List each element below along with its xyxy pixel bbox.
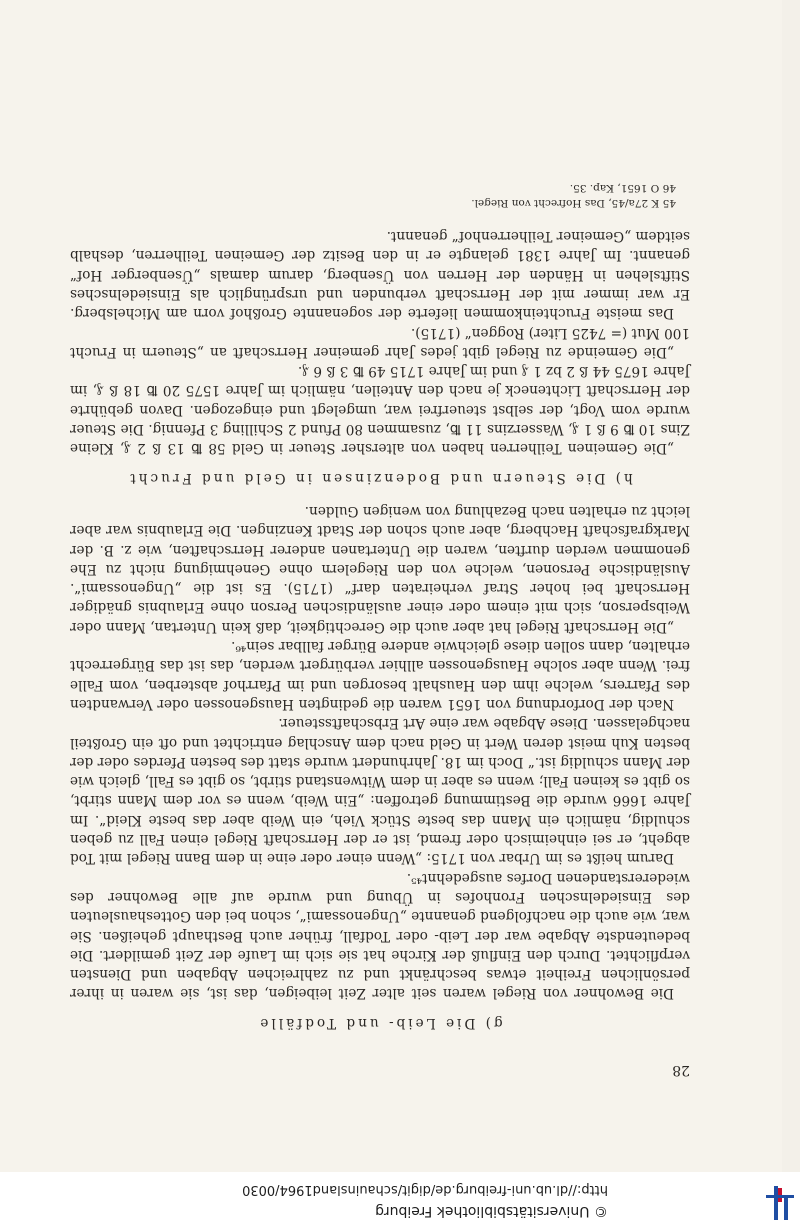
page-content — [70, 180, 690, 1079]
paragraph: Darum heißt es im Urbar von 1715: „Wenn einer oder eine in dem Bann Riegel mit Tod abgeht, er sei einheimisch oder fremd, ist er der Herrschaft Riegel einen Fall zu geben schuldig, nämlich ein Mann das beste Stück Vieh, ein Weib aber das beste Kleid“. Im Jahre 1666 wurde die Bestimmung getroffen: „Ein Weib, wenn es vor dem Mann stirbt, so gibt es keinen Fall; wenn es aber in dem Witwenstand stirbt, so gibt es Fall, gleich wie der Mann schuldig ist.“ Doch im 18. Jahrhundert wurde statt des besten Pferdes oder der besten Kuh meist deren Wert in Geld nach dem Anschlag entrichtet und oft ein Großteil nachgelassen. Diese Abgabe war eine Art Erbschaftssteuer. — [70, 715, 690, 867]
section-h-heading: h) Die Steuern und Bodenzinsen in Geld und Frucht — [127, 469, 633, 486]
logo-bar-horizontal — [766, 1195, 794, 1198]
footnotes — [70, 180, 690, 210]
page-number: 28 — [672, 1062, 690, 1078]
document-url-link[interactable]: http://dl.ub.uni-freiburg.de/digit/schauinsland1964/0030 — [242, 1182, 608, 1197]
paragraph: „Die Gemeinen Teilherren haben von altersher Steuer in Geld 58 ℔ 13 ß 2 ₰, Kleine Zins 10 ℔ 9 ß 1 ₰, Wasserzins 11 ℔, zusammen 80 Pfund 2 Schilling 3 Pfennig. Die Steuer wurde vom Vogt, der selbst steuerfrei war, umgelegt und eingezogen. Davon gebührte der Herrschaft Lichteneck je nach den Anteilen, nämlich im Jahre 1575 20 ℔ 18 ß ₰, im Jahre 1675 44 ß 2 bz 1 ₰ und im Jahre 1715 49 ℔ 3 ß 6 ₰. — [70, 363, 690, 457]
university-logo — [752, 1176, 800, 1220]
paragraph: „Die Herrschaft Riegel hat aber auch die Gerechtigkeit, daß kein Untertan, Mann oder Weibsperson, sich mit einem oder einer ausländischen Person ohne Erlaubnis gnädiger Herrschaft bei hoher Straf verheiraten darf“ (1715). Es ist die „Ungenossami“. Ausländische Personen, welche von den Riegelern ohne Genehmigung nicht zu Ehe genommen werden durften, waren die Untertanen anderer Herrschaften, wie z. B. der Markgrafschaft Hachberg, aber auch schon der Stadt Kenzingen. Die Erlaubnis war aber leicht zu erhalten nach Bezahlung von wenigen Gulden. — [70, 502, 690, 635]
logo-bar-blue — [784, 1198, 788, 1220]
footnote: 45 K 27a/45, Das Hofrecht von Riegel. — [471, 196, 676, 209]
copyright-notice: © Universitätsbibliothek Freiburg — [375, 1203, 608, 1219]
footnote: 46 O 1651, Kap. 35. — [569, 181, 676, 194]
paragraph: Das meiste Fruchteinkommen lieferte der sogenannte Großhof vorn am Michelsberg. Er war immer mit der Herrschaft verbunden und ursprünglich als Einsiedelnsches Stiftslehen in Händen der Herren von Üsenberg, darum damals „Üsenberger Hof“ genannt. Im Jahre 1381 gelangte er in den Besitz der Gemeinen Teilherren, deshalb seitdem „Gemeiner Teilherrenhof“ genannt. — [70, 228, 690, 322]
paragraph: „Die Gemeinde zu Riegel gibt jedes Jahr gemeiner Herrschaft an „Steuern in Frucht 100 Mut (= 7425 Liter) Roggen“ (1715). — [70, 324, 690, 360]
paragraph: Nach der Dorfordnung von 1651 waren die gedingten Hausgenossen oder Verwandten des Pfarrers, welche ihm den Haushalt besorgen und im Pfarrhof absterben, vom Falle frei. Wenn aber solche Hausgenossen allhier verbürgert werden, das ist das Bürgerrecht erhalten, dann sollen diese gleichwie andere Bürger fallbar sein⁴⁶. — [70, 638, 690, 712]
section-g-heading: g) Die Leib- und Todfälle — [257, 1014, 503, 1031]
section-h-body — [70, 226, 690, 458]
paragraph: Die Bewohner von Riegel waren seit alter Zeit leibeigen, das ist, sie waren in ihrer persönlichen Freiheit etwas beschränkt und zu zahlreichen Abgaben und Diensten verpflichtet. Durch den Einfluß der Kirche hat sie sich im Laufe der Zeit gemildert. Die bedeutendste Abgabe war der Leib- oder Todfall, früher auch Besthaupt geheißen. Sie war, wie auch die nachfolgend genannte „Ungenossami“, schon bei den Gotteshausleuten des Einsiedelnschen Fronhofes in Übung und wurde auf alle Bewohner des wiedererstandenen Dorfes ausgedehnt⁴⁵. — [70, 869, 690, 1002]
viewer-header — [0, 1172, 800, 1224]
section-g-body — [70, 501, 690, 1003]
